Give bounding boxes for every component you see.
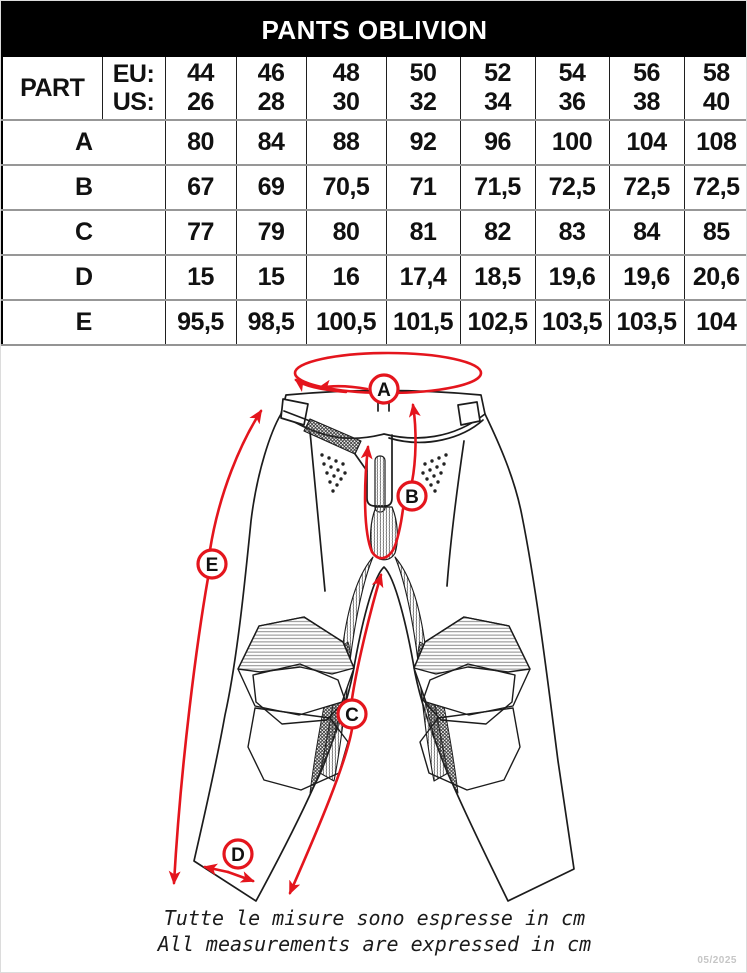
value-cell: 71 bbox=[386, 165, 460, 210]
label-c: C bbox=[345, 705, 359, 726]
size-header: 46 28 bbox=[236, 57, 306, 120]
footer-note-en: All measurements are expressed in cm bbox=[157, 932, 592, 956]
value-cell: 104 bbox=[609, 120, 684, 165]
value-cell: 81 bbox=[386, 210, 460, 255]
value-cell: 96 bbox=[460, 120, 535, 165]
belt-tab-right bbox=[458, 402, 480, 425]
footer-note bbox=[1, 905, 747, 957]
crotch-gusset bbox=[371, 507, 398, 560]
value-cell: 72,5 bbox=[609, 165, 684, 210]
size-header: 44 26 bbox=[165, 57, 236, 120]
footer-note-it: Tutte le misure sono espresse in cm bbox=[163, 906, 586, 930]
value-cell: 82 bbox=[460, 210, 535, 255]
size-header: 52 34 bbox=[460, 57, 535, 120]
size-header: 56 38 bbox=[609, 57, 684, 120]
value-cell: 104 bbox=[684, 300, 747, 345]
part-cell: E bbox=[2, 300, 165, 345]
value-cell: 102,5 bbox=[460, 300, 535, 345]
value-cell: 69 bbox=[236, 165, 306, 210]
label-b: B bbox=[405, 487, 419, 508]
value-cell: 67 bbox=[165, 165, 236, 210]
value-cell: 19,6 bbox=[609, 255, 684, 300]
value-cell: 92 bbox=[386, 120, 460, 165]
label-d: D bbox=[231, 845, 245, 866]
value-cell: 100 bbox=[535, 120, 609, 165]
value-cell: 103,5 bbox=[609, 300, 684, 345]
value-cell: 88 bbox=[306, 120, 386, 165]
part-header: PART bbox=[20, 73, 85, 102]
value-cell: 100,5 bbox=[306, 300, 386, 345]
value-cell: 98,5 bbox=[236, 300, 306, 345]
table-row bbox=[2, 165, 747, 210]
eu-us-header bbox=[102, 57, 165, 120]
value-cell: 71,5 bbox=[460, 165, 535, 210]
value-cell: 72,5 bbox=[535, 165, 609, 210]
edition-date: 05/2025 bbox=[697, 955, 737, 966]
value-cell: 108 bbox=[684, 120, 747, 165]
value-cell: 83 bbox=[535, 210, 609, 255]
value-cell: 15 bbox=[165, 255, 236, 300]
part-cell: D bbox=[2, 255, 165, 300]
value-cell: 80 bbox=[165, 120, 236, 165]
value-cell: 95,5 bbox=[165, 300, 236, 345]
value-cell: 101,5 bbox=[386, 300, 460, 345]
value-cell: 70,5 bbox=[306, 165, 386, 210]
table-header-row bbox=[2, 57, 747, 120]
value-cell: 85 bbox=[684, 210, 747, 255]
size-header: 48 30 bbox=[306, 57, 386, 120]
pants-measurement-diagram bbox=[1, 334, 747, 909]
value-cell: 17,4 bbox=[386, 255, 460, 300]
value-cell: 77 bbox=[165, 210, 236, 255]
label-a: A bbox=[377, 380, 391, 401]
value-cell: 72,5 bbox=[684, 165, 747, 210]
label-e: E bbox=[205, 555, 219, 576]
value-cell: 16 bbox=[306, 255, 386, 300]
value-cell: 80 bbox=[306, 210, 386, 255]
part-cell: B bbox=[2, 165, 165, 210]
table-row bbox=[2, 255, 747, 300]
value-cell: 103,5 bbox=[535, 300, 609, 345]
value-cell: 84 bbox=[609, 210, 684, 255]
value-cell: 15 bbox=[236, 255, 306, 300]
part-cell: C bbox=[2, 210, 165, 255]
us-label: US: bbox=[112, 88, 155, 116]
value-cell: 84 bbox=[236, 120, 306, 165]
size-table bbox=[1, 57, 747, 346]
size-header: 50 32 bbox=[386, 57, 460, 120]
value-cell: 79 bbox=[236, 210, 306, 255]
table-row bbox=[2, 210, 747, 255]
value-cell: 18,5 bbox=[460, 255, 535, 300]
value-cell: 20,6 bbox=[684, 255, 747, 300]
page-title: PANTS OBLIVION bbox=[1, 1, 747, 57]
table-row bbox=[2, 120, 747, 165]
pants-outline bbox=[194, 391, 574, 902]
eu-label: EU: bbox=[112, 60, 155, 88]
value-cell: 19,6 bbox=[535, 255, 609, 300]
part-cell: A bbox=[2, 120, 165, 165]
fly-zipper bbox=[375, 456, 385, 512]
size-header: 54 36 bbox=[535, 57, 609, 120]
size-header: 58 40 bbox=[684, 57, 747, 120]
